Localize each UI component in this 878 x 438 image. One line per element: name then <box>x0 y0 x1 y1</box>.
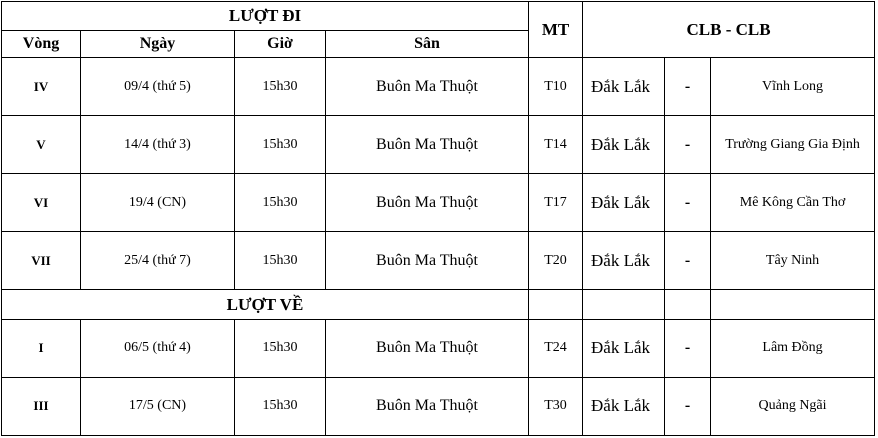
venue-cell: Buôn Ma Thuột <box>326 174 529 232</box>
versus-cell: - <box>665 319 711 377</box>
away-club-cell: Mê Kông Cần Thơ <box>711 174 875 232</box>
venue-header: Sân <box>326 30 529 58</box>
table-row <box>2 116 875 174</box>
versus-cell: - <box>665 232 711 290</box>
venue-cell: Buôn Ma Thuột <box>326 58 529 116</box>
table-row <box>2 232 875 290</box>
away-club-cell: Quảng Ngãi <box>711 377 875 435</box>
clubs-header: CLB - CLB <box>583 2 875 58</box>
away-club-cell: Tây Ninh <box>711 232 875 290</box>
mt-cell: T10 <box>529 58 583 116</box>
round-cell: VI <box>2 174 81 232</box>
home-club-cell: Đắk Lắk <box>583 174 665 232</box>
date-cell: 06/5 (thứ 4) <box>81 319 235 377</box>
mt-cell: T20 <box>529 232 583 290</box>
schedule-table <box>1 1 875 436</box>
home-club-cell: Đắk Lắk <box>583 58 665 116</box>
table-row <box>2 58 875 116</box>
table-row <box>2 377 875 435</box>
second-leg-header-row <box>2 290 875 320</box>
round-cell: III <box>2 377 81 435</box>
header-row-1 <box>2 2 875 31</box>
away-club-cell: Vĩnh Long <box>711 58 875 116</box>
away-club-cell: Trường Giang Gia Định <box>711 116 875 174</box>
date-header: Ngày <box>81 30 235 58</box>
versus-cell: - <box>665 174 711 232</box>
time-cell: 15h30 <box>235 377 326 435</box>
empty-cell <box>665 290 711 320</box>
time-cell: 15h30 <box>235 58 326 116</box>
date-cell: 25/4 (thứ 7) <box>81 232 235 290</box>
round-cell: I <box>2 319 81 377</box>
empty-cell <box>583 290 665 320</box>
versus-cell: - <box>665 116 711 174</box>
first-leg-title: LƯỢT ĐI <box>2 2 529 31</box>
table-row <box>2 174 875 232</box>
table-row <box>2 319 875 377</box>
time-cell: 15h30 <box>235 116 326 174</box>
versus-cell: - <box>665 377 711 435</box>
time-header: Giờ <box>235 30 326 58</box>
time-cell: 15h30 <box>235 174 326 232</box>
second-leg-title: LƯỢT VỀ <box>2 290 529 320</box>
round-header: Vòng <box>2 30 81 58</box>
home-club-cell: Đắk Lắk <box>583 377 665 435</box>
round-cell: V <box>2 116 81 174</box>
mt-header: MT <box>529 2 583 58</box>
home-club-cell: Đắk Lắk <box>583 319 665 377</box>
home-club-cell: Đắk Lắk <box>583 116 665 174</box>
time-cell: 15h30 <box>235 319 326 377</box>
mt-cell: T17 <box>529 174 583 232</box>
mt-cell: T24 <box>529 319 583 377</box>
venue-cell: Buôn Ma Thuột <box>326 319 529 377</box>
date-cell: 19/4 (CN) <box>81 174 235 232</box>
empty-cell <box>529 290 583 320</box>
away-club-cell: Lâm Đồng <box>711 319 875 377</box>
mt-cell: T30 <box>529 377 583 435</box>
venue-cell: Buôn Ma Thuột <box>326 116 529 174</box>
versus-cell: - <box>665 58 711 116</box>
venue-cell: Buôn Ma Thuột <box>326 377 529 435</box>
mt-cell: T14 <box>529 116 583 174</box>
date-cell: 09/4 (thứ 5) <box>81 58 235 116</box>
date-cell: 17/5 (CN) <box>81 377 235 435</box>
round-cell: IV <box>2 58 81 116</box>
date-cell: 14/4 (thứ 3) <box>81 116 235 174</box>
venue-cell: Buôn Ma Thuột <box>326 232 529 290</box>
time-cell: 15h30 <box>235 232 326 290</box>
home-club-cell: Đắk Lắk <box>583 232 665 290</box>
round-cell: VII <box>2 232 81 290</box>
empty-cell <box>711 290 875 320</box>
